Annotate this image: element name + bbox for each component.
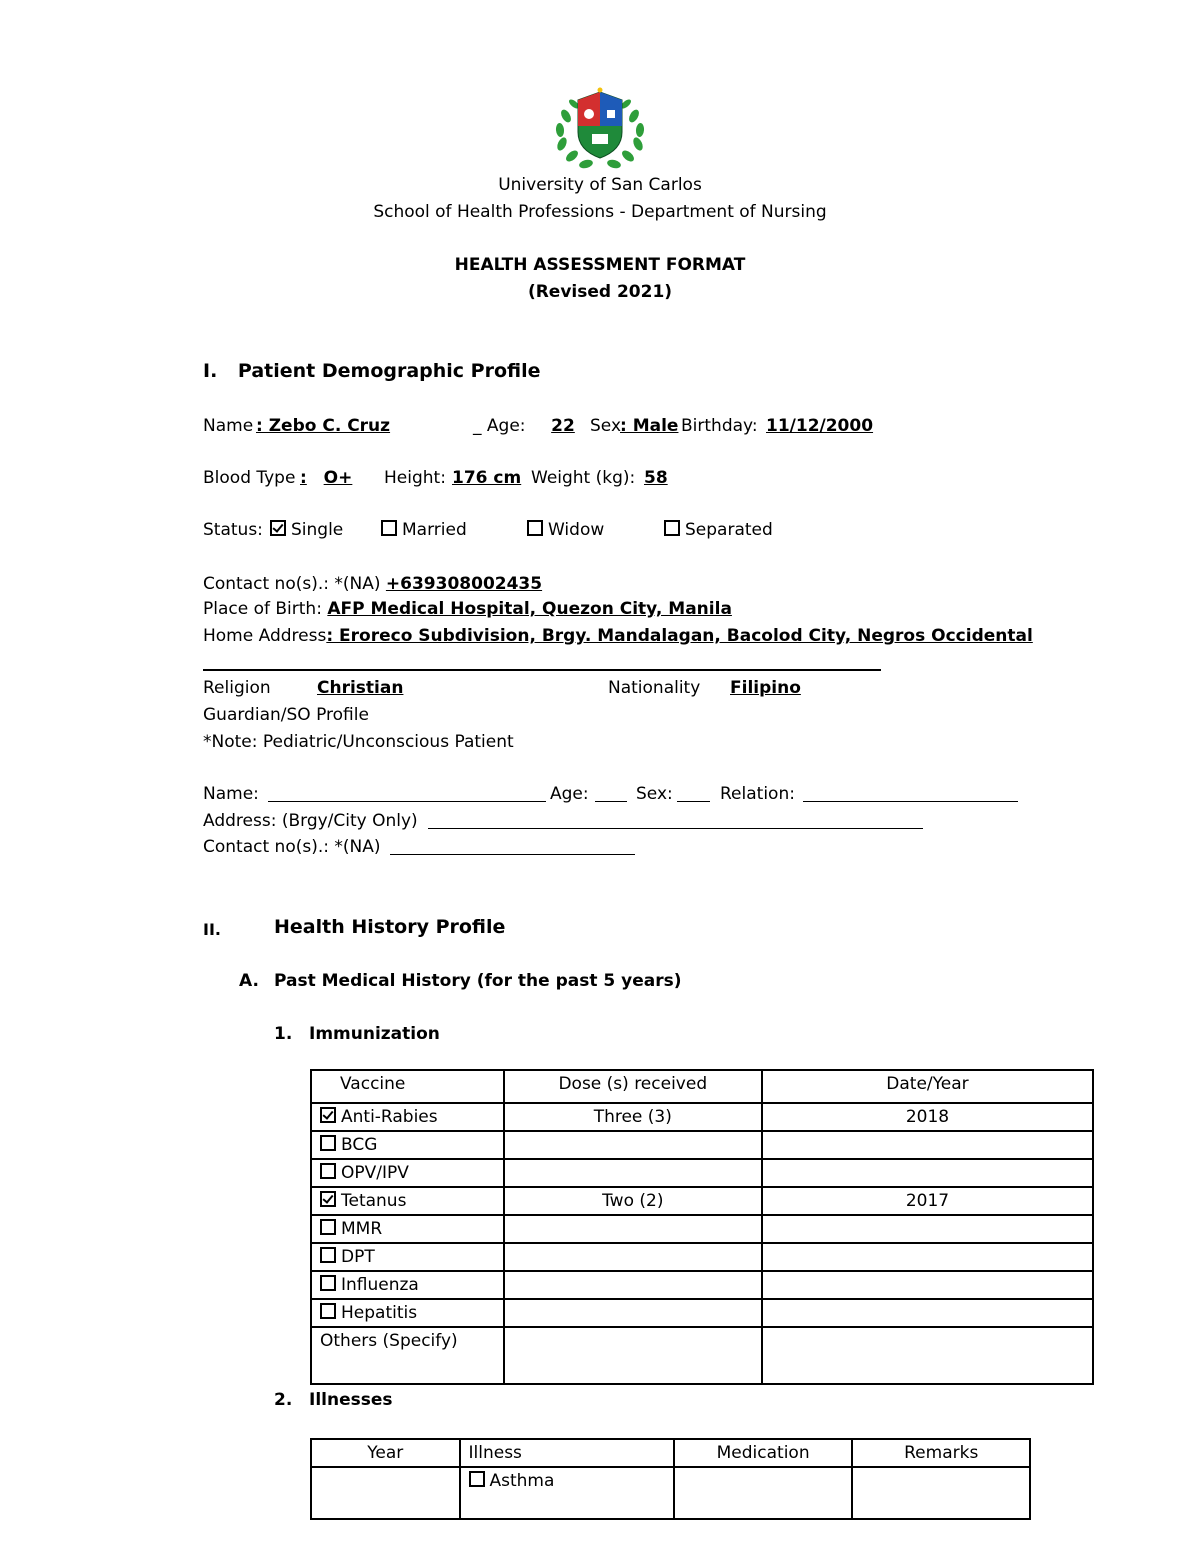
contact-line (203, 573, 542, 595)
vaccine-cell[interactable] (311, 1299, 504, 1327)
vaccine-cell[interactable] (311, 1243, 504, 1271)
year-cell[interactable] (762, 1131, 1093, 1159)
checkbox-icon[interactable] (320, 1275, 336, 1291)
school-name: School of Health Professions - Department of Nursing (373, 202, 827, 222)
year-cell[interactable] (762, 1299, 1093, 1327)
status-option-separated[interactable] (664, 519, 773, 541)
vaccine-name: OPV/IPV (341, 1163, 409, 1183)
home-address-value: : Eroreco Subdivision, Brgy. Mandalagan, Bacolod City, Negros Occidental (326, 626, 1033, 646)
patient-sex-label: Sex (590, 416, 622, 436)
dose-value: Three (3) (593, 1107, 672, 1127)
checkbox-icon[interactable] (270, 520, 286, 536)
guardian-relation-label: Relation: (720, 784, 795, 804)
checkbox-icon[interactable] (320, 1135, 336, 1151)
contact-value: +639308002435 (385, 574, 543, 594)
year-cell[interactable] (311, 1467, 460, 1519)
column-header: Dose (s) received (504, 1070, 762, 1103)
dose-cell[interactable] (504, 1131, 762, 1159)
vaccine-cell[interactable] (311, 1215, 504, 1243)
table-row (311, 1243, 1093, 1271)
table-row (311, 1103, 1093, 1131)
checkbox-icon[interactable] (469, 1471, 485, 1487)
table-row (311, 1215, 1093, 1243)
nationality-field (704, 677, 801, 699)
vaccine-cell[interactable] (311, 1271, 504, 1299)
section-2-numeral: II. (203, 920, 221, 939)
blood-type-value: O+ (323, 468, 353, 488)
column-header: Date/Year (762, 1070, 1093, 1103)
year-value: 2018 (905, 1107, 950, 1127)
section-2-title: Health History Profile (274, 916, 506, 938)
place-of-birth-value: AFP Medical Hospital, Quezon City, Manila (327, 599, 732, 619)
year-cell[interactable] (762, 1215, 1093, 1243)
place-of-birth-label: Place of Birth: (203, 599, 322, 619)
blood-type-label: Blood Type (203, 468, 296, 488)
patient-name-label: Name (203, 416, 254, 436)
guardian-note: *Note: Pediatric/Unconscious Patient (203, 732, 514, 752)
status-option-label: Separated (685, 520, 773, 540)
checkbox-icon[interactable] (320, 1247, 336, 1263)
status-option-label: Single (291, 520, 344, 540)
year-value: 2017 (905, 1191, 950, 1211)
checkbox-icon[interactable] (664, 520, 680, 536)
height-label: Height: (384, 468, 446, 488)
immunization-table (310, 1069, 1094, 1385)
patient-birthday-label: Birthday: (681, 416, 758, 436)
table-header-row (311, 1070, 1093, 1103)
section-1-heading (203, 360, 541, 382)
year-cell[interactable] (762, 1271, 1093, 1299)
height-value: 176 cm (452, 468, 522, 488)
vaccine-name: DPT (341, 1247, 375, 1267)
guardian-address-field[interactable] (428, 812, 923, 829)
illness-table (310, 1438, 1031, 1520)
checkbox-icon[interactable] (381, 520, 397, 536)
dose-cell[interactable] (504, 1159, 762, 1187)
column-header: Vaccine (311, 1070, 504, 1103)
dose-cell[interactable] (504, 1327, 762, 1384)
home-address-label: Home Address (203, 626, 327, 646)
subsection-a-title: Past Medical History (for the past 5 years) (274, 971, 682, 991)
guardian-relation-field[interactable] (803, 785, 1018, 802)
guardian-sex-label: Sex: (636, 784, 673, 804)
table-row (311, 1187, 1093, 1215)
vaccine-cell[interactable] (311, 1187, 504, 1215)
status-option-label: Widow (548, 520, 605, 540)
status-option-single[interactable] (270, 519, 343, 541)
vaccine-cell (311, 1327, 504, 1384)
checkbox-icon[interactable] (320, 1107, 336, 1123)
vaccine-name: MMR (341, 1219, 383, 1239)
year-cell[interactable] (762, 1327, 1093, 1384)
year-cell[interactable] (762, 1243, 1093, 1271)
dose-cell[interactable] (504, 1299, 762, 1327)
dose-cell[interactable] (504, 1215, 762, 1243)
section-1-title: Patient Demographic Profile (237, 360, 541, 382)
guardian-name-field[interactable] (268, 785, 546, 802)
home-address-line (203, 625, 1033, 647)
table-row (311, 1299, 1093, 1327)
vaccine-cell[interactable] (311, 1159, 504, 1187)
status-option-label: Married (402, 520, 467, 540)
patient-sex-value: : Male (620, 416, 679, 436)
patient-age-label: _ Age: (473, 416, 526, 436)
weight-value: 58 (644, 468, 668, 488)
address-continuation-line (203, 669, 881, 671)
status-label: Status: (203, 520, 263, 540)
illnesses-title: Illnesses (309, 1390, 393, 1410)
guardian-name-label: Name: (203, 784, 259, 804)
dose-cell[interactable] (504, 1103, 762, 1131)
weight-label: Weight (kg): (531, 468, 636, 488)
guardian-contact-field[interactable] (390, 838, 635, 855)
medication-cell[interactable] (674, 1467, 853, 1519)
vaccine-cell[interactable] (311, 1131, 504, 1159)
dose-cell[interactable] (504, 1187, 762, 1215)
dose-cell[interactable] (504, 1243, 762, 1271)
form-revision: (Revised 2021) (527, 282, 673, 302)
table-row (311, 1467, 1030, 1519)
table-row (311, 1327, 1093, 1384)
column-header: Year (311, 1439, 460, 1467)
religion-label: Religion (203, 678, 271, 698)
column-header: Illness (460, 1439, 674, 1467)
year-cell[interactable] (762, 1187, 1093, 1215)
table-row (311, 1131, 1093, 1159)
patient-age-value: 22 (551, 416, 575, 436)
dose-cell[interactable] (504, 1271, 762, 1299)
illness-name: Asthma (489, 1471, 555, 1491)
checkbox-icon[interactable] (320, 1163, 336, 1179)
vaccine-name: Influenza (341, 1275, 419, 1295)
checkbox-icon[interactable] (527, 520, 543, 536)
blood-type-colon: : (300, 468, 307, 488)
checkbox-icon[interactable] (320, 1219, 336, 1235)
illnesses-number: 2. (274, 1390, 293, 1410)
patient-birthday-value: 11/12/2000 (766, 416, 874, 436)
vaccine-name: BCG (341, 1135, 378, 1155)
religion-field (275, 677, 487, 699)
illness-cell[interactable] (460, 1467, 674, 1519)
year-cell[interactable] (762, 1159, 1093, 1187)
checkbox-icon[interactable] (320, 1191, 336, 1207)
status-option-widow[interactable] (527, 519, 604, 541)
status-option-married[interactable] (381, 519, 467, 541)
vaccine-cell[interactable] (311, 1103, 504, 1131)
place-of-birth-line (203, 598, 732, 620)
immunization-title: Immunization (309, 1024, 440, 1044)
remarks-cell[interactable] (852, 1467, 1030, 1519)
checkbox-icon[interactable] (320, 1303, 336, 1319)
column-header: Medication (674, 1439, 853, 1467)
immunization-number: 1. (274, 1024, 293, 1044)
university-seal-logo (552, 86, 648, 172)
form-title: HEALTH ASSESSMENT FORMAT (454, 255, 746, 275)
contact-label: Contact no(s).: *(NA) (203, 574, 381, 594)
university-name: University of San Carlos (498, 175, 702, 195)
section-1-numeral: I. (203, 360, 218, 382)
guardian-age-field[interactable] (595, 785, 627, 802)
vaccine-name: Hepatitis (341, 1303, 418, 1323)
patient-name-value: : Zebo C. Cruz (256, 416, 391, 436)
column-header: Remarks (852, 1439, 1030, 1467)
religion-value: Christian (317, 678, 404, 698)
guardian-address-label: Address: (Brgy/City Only) (203, 811, 418, 831)
dose-value: Two (2) (602, 1191, 664, 1211)
nationality-label: Nationality (608, 678, 701, 698)
guardian-sex-field[interactable] (677, 785, 710, 802)
subsection-a-letter: A. (239, 971, 259, 991)
table-header-row (311, 1439, 1030, 1467)
vaccine-name: Anti-Rabies (341, 1107, 438, 1127)
nationality-value: Filipino (730, 678, 801, 698)
year-cell[interactable] (762, 1103, 1093, 1131)
others-label: Others (Specify) (320, 1331, 458, 1351)
guardian-age-label: Age: (550, 784, 589, 804)
guardian-title: Guardian/SO Profile (203, 705, 369, 725)
table-row (311, 1159, 1093, 1187)
vaccine-name: Tetanus (341, 1191, 407, 1211)
table-row (311, 1271, 1093, 1299)
guardian-contact-label: Contact no(s).: *(NA) (203, 837, 381, 857)
